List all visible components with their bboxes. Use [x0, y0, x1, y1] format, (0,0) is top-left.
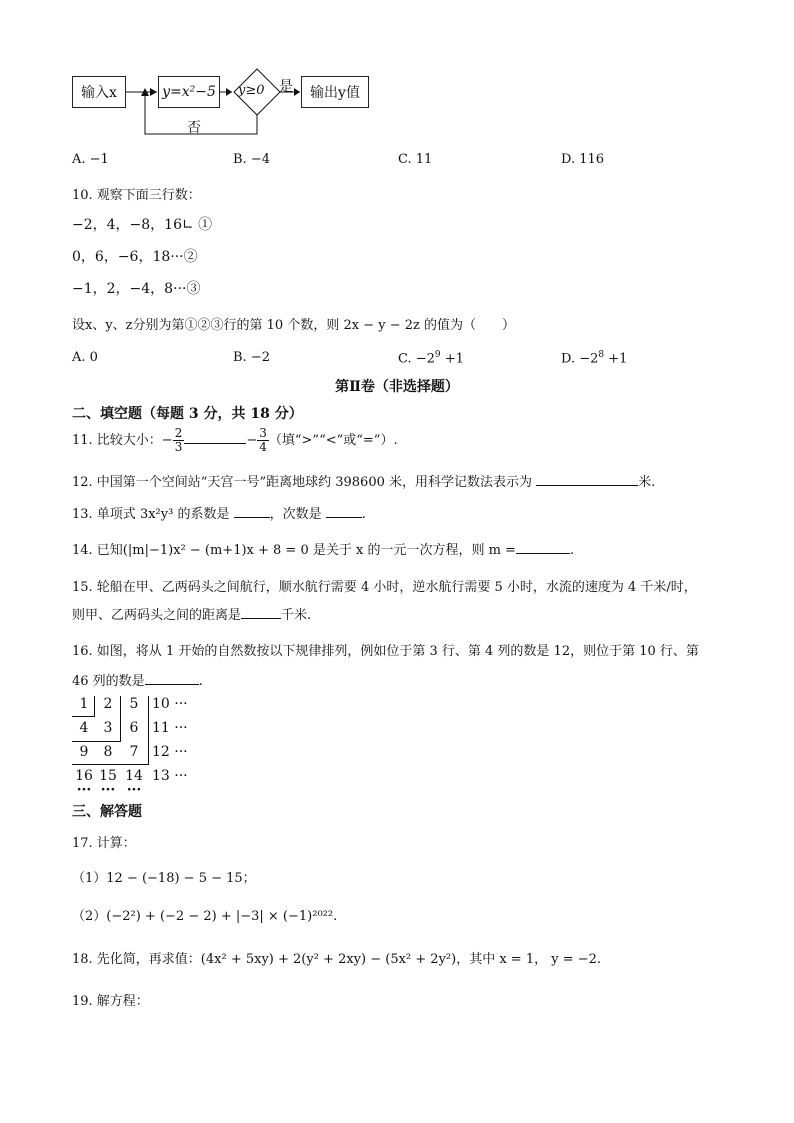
number-grid — [72, 696, 212, 796]
q11-prefix: 11. 比较大小：− — [72, 433, 173, 448]
grid-cell: 14 — [125, 768, 143, 784]
grid-cell: 3 — [103, 720, 113, 736]
q16-line2-suffix: . — [198, 674, 203, 689]
q16-answer-blank[interactable] — [145, 672, 199, 685]
q14-answer-blank[interactable] — [516, 541, 570, 554]
q9-option-c: C. 11 — [398, 152, 433, 167]
grid-cell: 10 ··· — [152, 696, 188, 712]
section3-heading: 三、解答题 — [72, 804, 142, 820]
q16-line2-prefix: 46 列的数是 — [72, 674, 145, 689]
q15-line1: 15. 轮船在甲、乙两码头之间航行，顺水航行需要 4 小时，逆水航行需要 5 小时，水流的速度为 4 千米/时， — [72, 580, 697, 595]
q10-question: 设x、y、z分别为第①②③行的第 10 个数，则 2x − y − 2z 的值为（ ） — [72, 318, 515, 333]
q11-mid: − — [246, 433, 258, 448]
grid-line — [72, 741, 121, 742]
q17-part1: （1）12 − (−18) − 5 − 15； — [72, 871, 256, 886]
q19: 19. 解方程： — [72, 994, 149, 1009]
q14-suffix: . — [569, 543, 575, 558]
q10-option-c: C. $-2^9 +1$ — [398, 350, 464, 367]
grid-line — [148, 696, 149, 764]
decision-label: y≥0 — [238, 83, 265, 98]
grid-cell: 7 — [129, 744, 139, 760]
q9-option-d: D. 116 — [561, 152, 605, 167]
grid-cell: 16 — [75, 768, 93, 784]
grid-cell: 5 — [129, 696, 139, 712]
q13-degree-blank[interactable] — [326, 505, 362, 518]
q17-part2: （2）(−2²) + (−2 − 2) + |−3| × (−1)²⁰²². — [72, 909, 338, 924]
q13-prefix: 13. 单项式 3x²y³ 的系数是 — [72, 507, 230, 522]
flowchart-lines — [0, 0, 794, 140]
arrowhead-decision — [226, 88, 232, 96]
q18: 18. 先化简，再求值：(4x² + 5xy) + 2(y² + 2xy) − (5x² + 2y²)，其中 x = 1， y = −2. — [72, 952, 602, 967]
q11-answer-blank[interactable] — [184, 431, 246, 444]
q14 — [72, 539, 574, 558]
q10-row1: −2，4，−8，16∟ ① — [72, 217, 213, 233]
q11-fraction-2: $\frac{3}{4}$ — [259, 426, 267, 454]
grid-cell: 6 — [129, 720, 139, 736]
q12-text: 12. 中国第一个空间站“天宫一号”距离地球约 398600 米，用科学记数法表示为 — [72, 475, 532, 490]
q13 — [72, 503, 366, 522]
grid-cell: 8 — [103, 744, 113, 760]
q10-row2: 0，6，−6，18···② — [72, 249, 198, 265]
q16-line2 — [72, 670, 203, 689]
q13-mid: ，次数是 — [269, 507, 322, 522]
grid-line — [72, 764, 149, 765]
grid-line — [72, 716, 95, 717]
grid-cell: 1 — [79, 696, 89, 712]
q10-option-a: A. 0 — [72, 350, 98, 365]
q13-coefficient-blank[interactable] — [234, 505, 270, 518]
grid-cell: 12 ··· — [152, 744, 188, 760]
q11-suffix: （填“>”“<”或“=”）. — [268, 433, 398, 448]
q11-fraction-1: $\frac{2}{3}$ — [174, 426, 183, 454]
grid-cell: 11 ··· — [152, 720, 188, 736]
q14-text: 14. 已知(|m|−1)x² − (m+1)x + 8 = 0 是关于 x 的一元一次方程，则 m = — [72, 543, 516, 558]
grid-cell: 13 ··· — [152, 768, 188, 784]
grid-line — [120, 696, 121, 741]
q12-suffix: 米. — [638, 475, 656, 490]
q9-option-a: A. −1 — [72, 152, 109, 167]
q10-stem: 10. 观察下面三行数： — [72, 188, 201, 203]
arrowhead-output — [294, 88, 300, 96]
q10-row3: −1，2，−4，8···③ — [72, 281, 201, 297]
q15-line2 — [72, 604, 311, 623]
grid-dots: ··· — [100, 782, 116, 798]
yes-label: 是 — [279, 79, 293, 95]
q16-line1: 16. 如图，将从 1 开始的自然数按以下规律排列，例如位于第 3 行、第 4 列的数是 12，则位于第 10 行、第 — [72, 644, 699, 659]
part2-title: 第Ⅱ卷（非选择题） — [335, 379, 459, 395]
no-label: 否 — [187, 120, 201, 136]
grid-cell: 15 — [99, 768, 117, 784]
input-box: 输入x — [72, 76, 126, 108]
grid-dots: ··· — [76, 782, 92, 798]
q17-stem: 17. 计算： — [72, 836, 136, 851]
compute-box: y=x²−5 — [158, 76, 220, 108]
q15-line2-suffix: 千米. — [281, 608, 312, 623]
q11 — [72, 427, 398, 454]
q12 — [72, 471, 655, 490]
q15-line2-prefix: 则甲、乙两码头之间的距离是 — [72, 608, 242, 623]
arrowhead-compute — [150, 88, 157, 96]
output-box: 输出y值 — [301, 76, 369, 108]
grid-line — [94, 696, 95, 716]
section2-heading: 二、填空题（每题 3 分，共 18 分） — [72, 406, 303, 422]
q10-option-b: B. −2 — [233, 350, 270, 365]
q9-option-b: B. −4 — [233, 152, 270, 167]
grid-dots: ··· — [126, 782, 142, 798]
q13-suffix: . — [361, 507, 366, 522]
q10-option-d: D. $-2^8 +1$ — [561, 350, 628, 367]
grid-cell: 4 — [79, 720, 89, 736]
grid-cell: 9 — [79, 744, 89, 760]
q12-answer-blank[interactable] — [536, 473, 638, 486]
grid-cell: 2 — [103, 696, 113, 712]
q15-answer-blank[interactable] — [241, 606, 281, 619]
